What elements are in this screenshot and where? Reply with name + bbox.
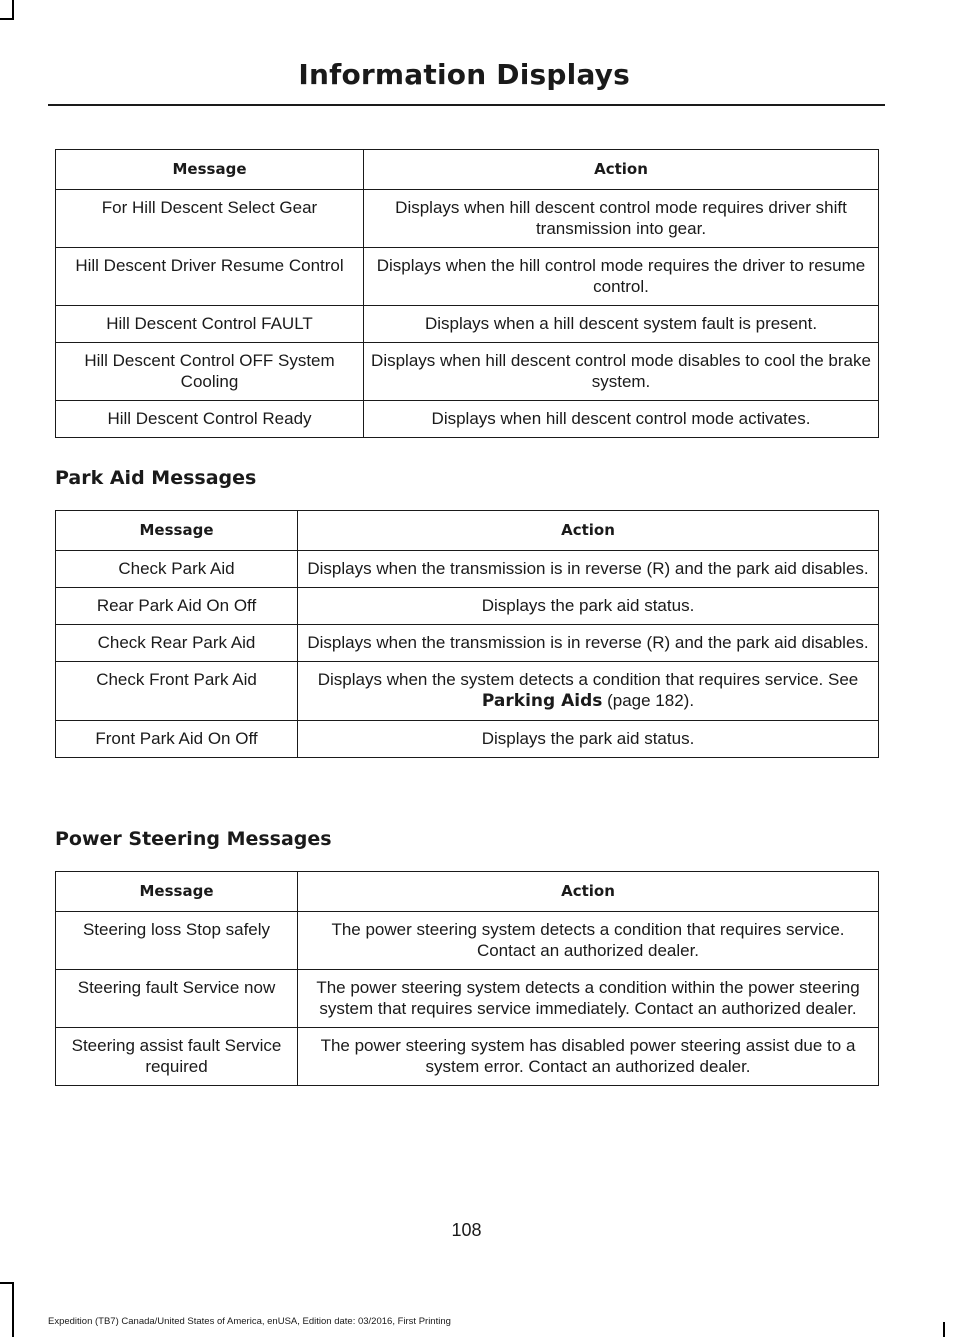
page-reference: (page 182). bbox=[607, 691, 695, 710]
crop-mark bbox=[0, 1282, 14, 1284]
col-header-action: Action bbox=[364, 150, 879, 190]
action-cell: Displays when hill descent control mode disables to cool the brake system. bbox=[364, 343, 879, 401]
table-row bbox=[56, 912, 879, 970]
table-row bbox=[56, 588, 879, 625]
message-cell: Steering fault Service now bbox=[56, 970, 298, 1028]
message-cell: Steering assist fault Service required bbox=[56, 1028, 298, 1086]
table-row bbox=[56, 190, 879, 248]
section-title-power-steering: Power Steering Messages bbox=[55, 828, 332, 850]
message-cell: Check Park Aid bbox=[56, 551, 298, 588]
table-header-row bbox=[56, 511, 879, 551]
message-cell: Hill Descent Control OFF System Cooling bbox=[56, 343, 364, 401]
table-header-row bbox=[56, 872, 879, 912]
page-number: 108 bbox=[451, 1220, 482, 1240]
table-header-row bbox=[56, 150, 879, 190]
table-row bbox=[56, 970, 879, 1028]
action-cell: The power steering system detects a condition within the power steering system that requires service immediately. Contact an authorized dealer. bbox=[298, 970, 879, 1028]
power-steering-table bbox=[55, 871, 879, 1086]
action-cell: Displays when the hill control mode requires the driver to resume control. bbox=[364, 248, 879, 306]
parking-aids-link[interactable]: Parking Aids bbox=[481, 691, 603, 711]
crop-mark bbox=[12, 0, 14, 18]
crop-mark bbox=[0, 18, 14, 20]
action-cell: Displays when the transmission is in reverse (R) and the park aid disables. bbox=[298, 551, 879, 588]
message-cell: Front Park Aid On Off bbox=[56, 721, 298, 758]
message-cell: Hill Descent Control FAULT bbox=[56, 306, 364, 343]
message-cell: Hill Descent Control Ready bbox=[56, 401, 364, 438]
crop-mark bbox=[943, 1322, 945, 1337]
action-text: Displays when the system detects a condition that requires service. See bbox=[317, 670, 859, 689]
action-cell: Displays the park aid status. bbox=[298, 588, 879, 625]
table-row bbox=[56, 1028, 879, 1086]
section-title-park-aid: Park Aid Messages bbox=[55, 467, 257, 489]
table-row bbox=[56, 248, 879, 306]
footer-edition-info: Expedition (TB7) Canada/United States of America, enUSA, Edition date: 03/2016, First Printing bbox=[48, 1316, 451, 1327]
table-row bbox=[56, 401, 879, 438]
message-cell: For Hill Descent Select Gear bbox=[56, 190, 364, 248]
action-cell: Displays when a hill descent system fault is present. bbox=[364, 306, 879, 343]
col-header-message: Message bbox=[56, 511, 298, 551]
table-row bbox=[56, 625, 879, 662]
message-cell: Check Rear Park Aid bbox=[56, 625, 298, 662]
action-cell: The power steering system detects a condition that requires service. Contact an authorized dealer. bbox=[298, 912, 879, 970]
action-cell: The power steering system has disabled power steering assist due to a system error. Contact an authorized dealer. bbox=[298, 1028, 879, 1086]
col-header-message: Message bbox=[56, 872, 298, 912]
col-header-action: Action bbox=[298, 872, 879, 912]
message-cell: Steering loss Stop safely bbox=[56, 912, 298, 970]
action-cell: Displays when hill descent control mode requires driver shift transmission into gear. bbox=[364, 190, 879, 248]
table-row bbox=[56, 306, 879, 343]
action-cell: Displays when the transmission is in reverse (R) and the park aid disables. bbox=[298, 625, 879, 662]
table-row bbox=[56, 662, 879, 721]
col-header-action: Action bbox=[298, 511, 879, 551]
action-cell: Displays when hill descent control mode activates. bbox=[364, 401, 879, 438]
crop-mark bbox=[12, 1282, 14, 1337]
page-title: Information Displays bbox=[298, 58, 630, 91]
header-divider bbox=[48, 104, 885, 106]
action-cell bbox=[298, 662, 879, 721]
action-cell: Displays the park aid status. bbox=[298, 721, 879, 758]
col-header-message: Message bbox=[56, 150, 364, 190]
table-row bbox=[56, 343, 879, 401]
message-cell: Rear Park Aid On Off bbox=[56, 588, 298, 625]
park-aid-table bbox=[55, 510, 879, 758]
message-cell: Check Front Park Aid bbox=[56, 662, 298, 721]
table-row bbox=[56, 721, 879, 758]
hill-descent-table bbox=[55, 149, 879, 438]
message-cell: Hill Descent Driver Resume Control bbox=[56, 248, 364, 306]
table-row bbox=[56, 551, 879, 588]
